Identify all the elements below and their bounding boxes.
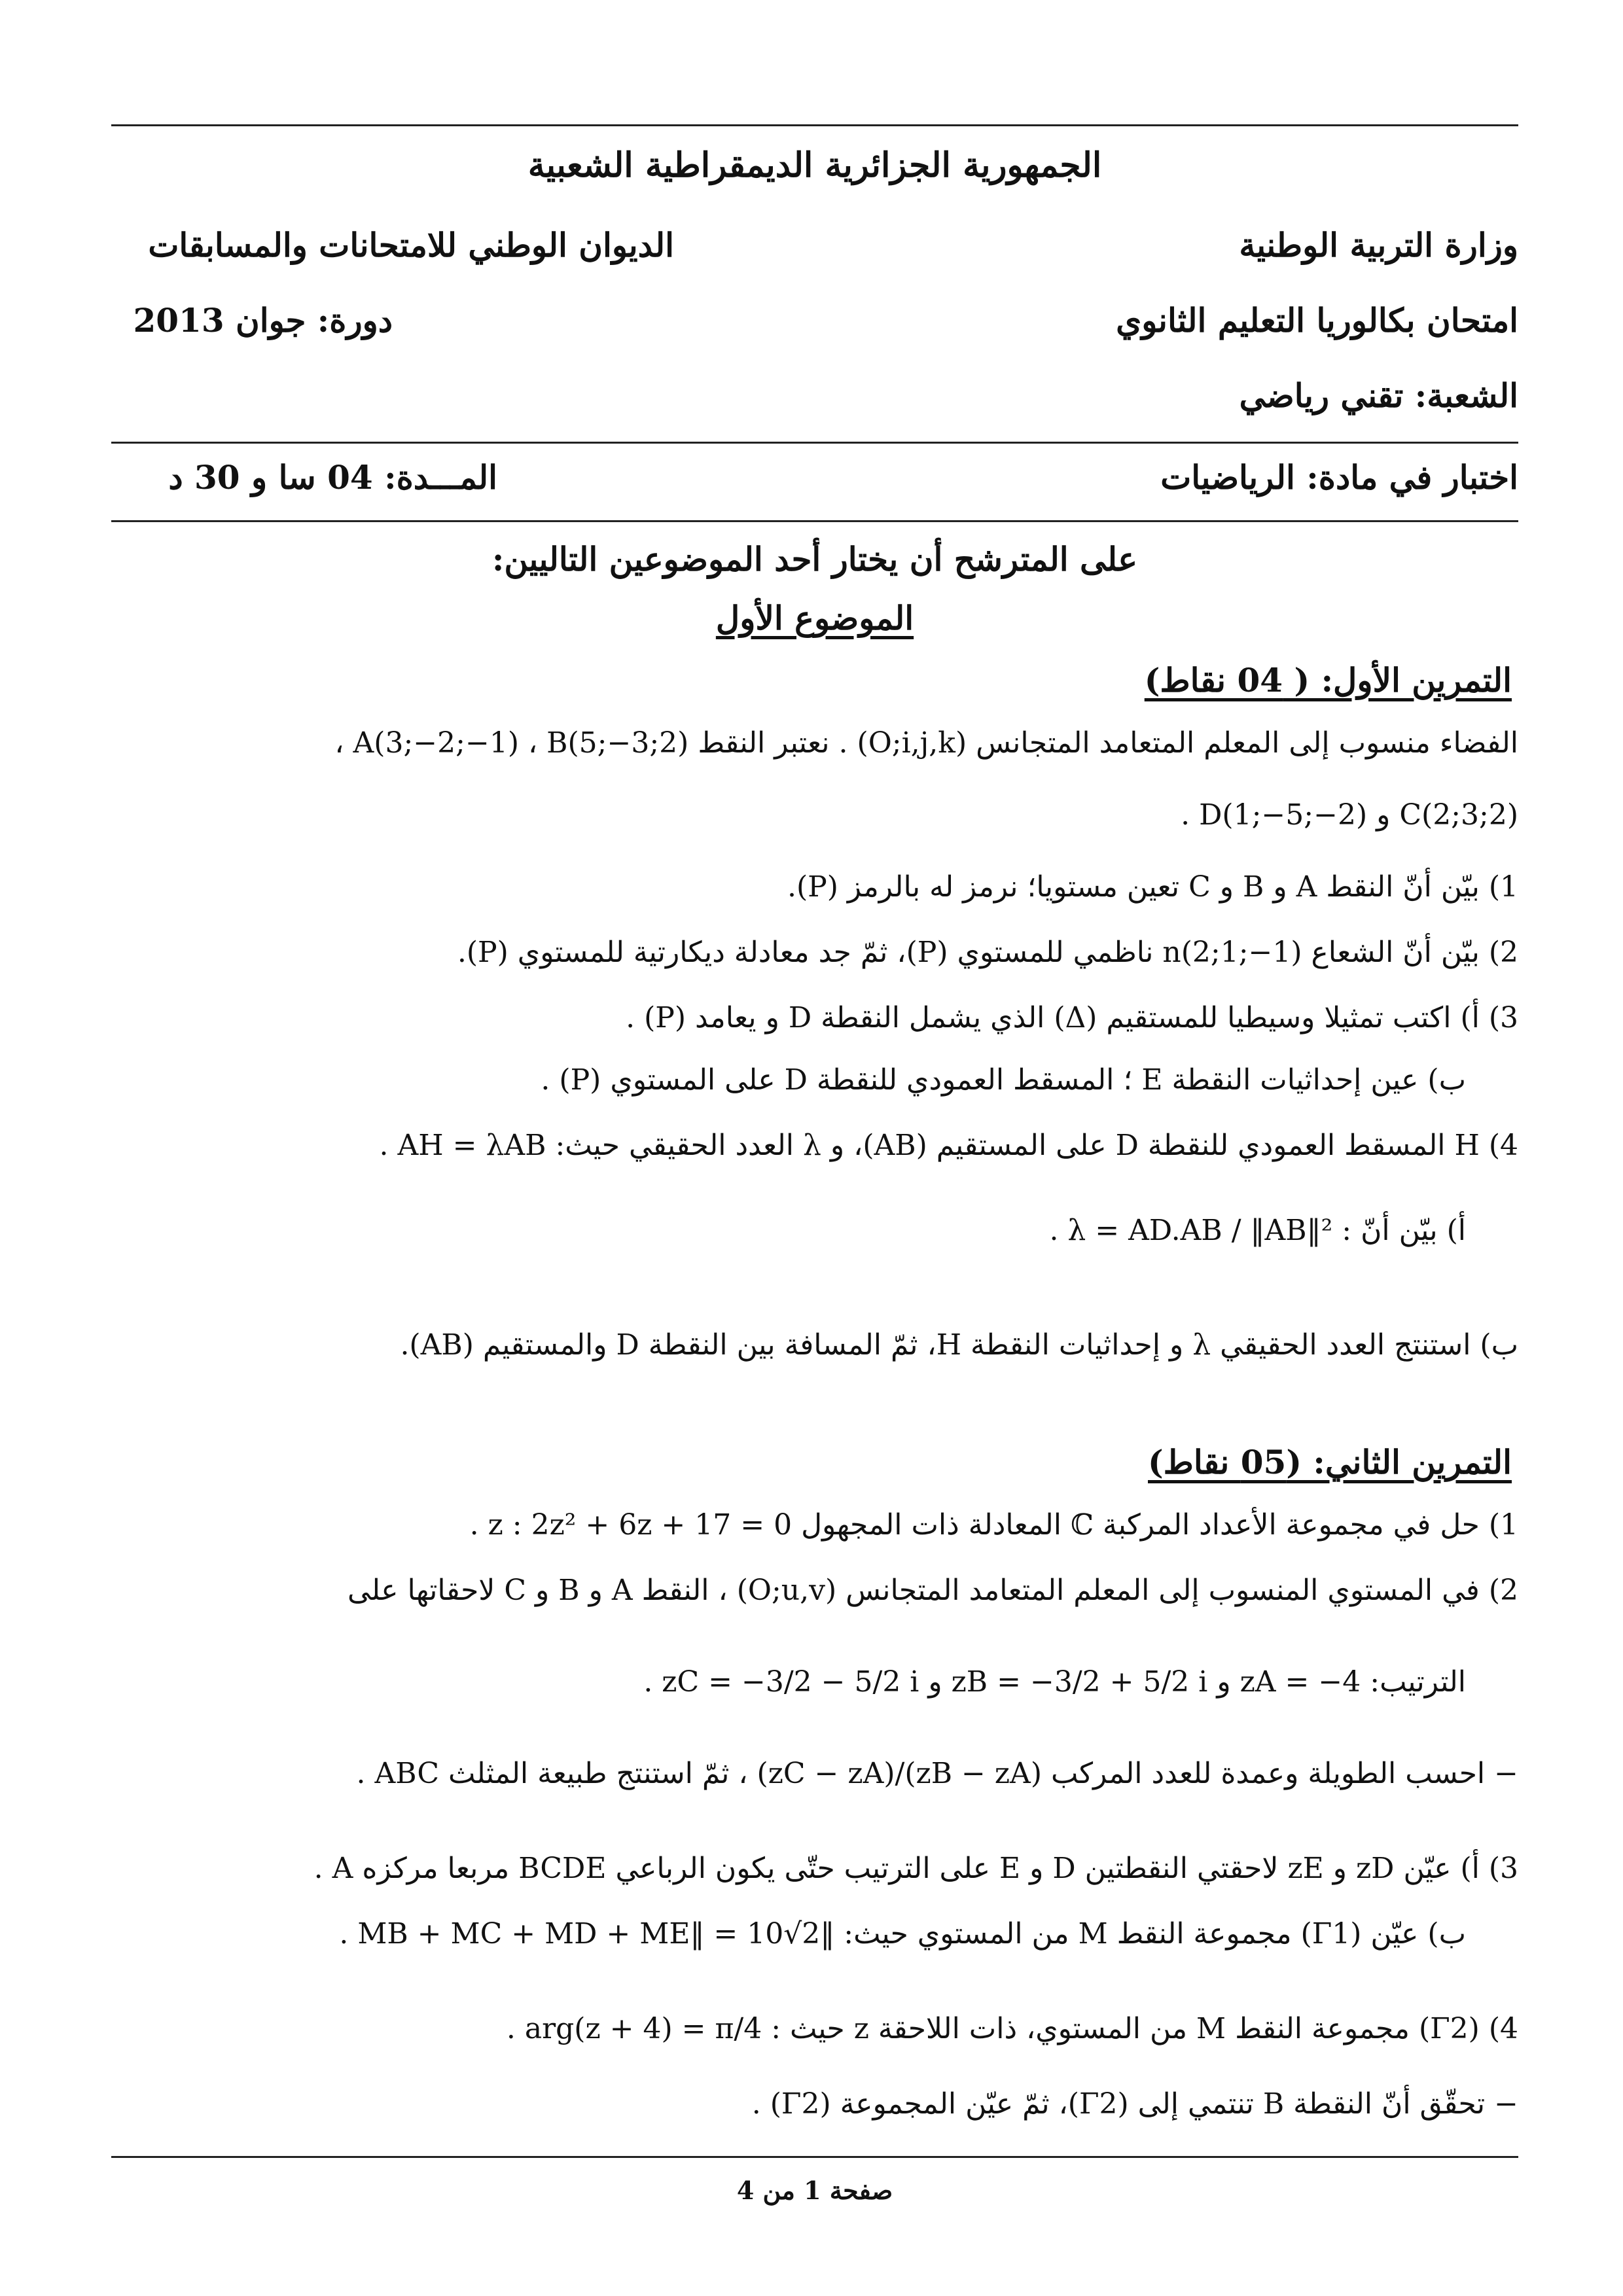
branch-label: الشعبة: تقني رياضي bbox=[1239, 376, 1518, 415]
ex1-line-4: 2) بيّن أنّ الشعاع n(2;1;−1) ناظمي للمستوي (P)، ثمّ جد معادلة ديكارتية للمستوي (P). bbox=[457, 936, 1518, 969]
ministry-label: وزارة التربية الوطنية bbox=[1239, 226, 1518, 264]
ex2-line-3: الترتيب: zA = −4 و zB = −3/2 + 5/2 i و zC = −3/2 − 5/2 i . bbox=[643, 1665, 1466, 1699]
exercise-2-title: التمرين الثاني: (05 نقاط) bbox=[1148, 1443, 1512, 1481]
ex1-line-2: C(2;3;2) و D(1;−5;−2) . bbox=[1181, 798, 1518, 832]
exam-label: امتحان بكالوريا التعليم الثانوي bbox=[1116, 301, 1518, 340]
duration-label: المـــدة: 04 سا و 30 د bbox=[168, 458, 497, 497]
ex2-line-6: ب) عيّن (Γ1) مجموعة النقط M من المستوي حيث: ‖MB + MC + MD + ME‖ = 10√2 . bbox=[339, 1917, 1466, 1951]
top-rule bbox=[111, 124, 1518, 126]
header-rule-2 bbox=[111, 520, 1518, 522]
footer-rule bbox=[111, 2156, 1518, 2158]
ex1-line-8: أ) بيّن أنّ : λ = AD.AB / ‖AB‖² . bbox=[1049, 1214, 1466, 1247]
header-rule-1 bbox=[111, 442, 1518, 444]
ex1-line-6: ب) عين إحداثيات النقطة E ؛ المسقط العمودي للنقطة D على المستوي (P) . bbox=[541, 1063, 1466, 1097]
ex1-line-1: الفضاء منسوب إلى المعلم المتعامد المتجانس (O;i,j,k) . نعتبر النقط A(3;−2;−1) ، B(5;−3;2) ، bbox=[334, 726, 1518, 760]
exercise-1-title: التمرين الأول: ( 04 نقاط) bbox=[1144, 661, 1512, 699]
topic-title: الموضوع الأول bbox=[715, 599, 914, 637]
session-label: دورة: جوان 2013 bbox=[133, 301, 393, 340]
office-label: الديوان الوطني للامتحانات والمسابقات bbox=[148, 226, 674, 264]
ex2-line-4: − احسب الطويلة وعمدة للعدد المركب (zB − zA)/(zC − zA) ، ثمّ استنتج طبيعة المثلث ABC . bbox=[356, 1757, 1518, 1790]
ex1-line-7: 4) H المسقط العمودي للنقطة D على المستقيم (AB)، و λ العدد الحقيقي حيث: AH = λAB . bbox=[379, 1129, 1518, 1162]
ex1-line-5: 3) أ) اكتب تمثيلا وسيطيا للمستقيم (Δ) الذي يشمل النقطة D و يعامد (P) . bbox=[626, 1001, 1518, 1034]
ex1-line-3: 1) بيّن أنّ النقط A و B و C تعين مستويا؛ نرمز له بالرمز (P). bbox=[787, 870, 1518, 904]
republic-title: الجمهورية الجزائرية الديمقراطية الشعبية bbox=[527, 145, 1102, 185]
instructions: على المترشح أن يختار أحد الموضوعين التاليين: bbox=[491, 540, 1138, 578]
subject-label: اختبار في مادة: الرياضيات bbox=[1160, 458, 1518, 497]
ex2-line-1: 1) حل في مجموعة الأعداد المركبة ℂ المعادلة ذات المجهول z : 2z² + 6z + 17 = 0 . bbox=[469, 1508, 1518, 1542]
ex2-line-8: − تحقّق أنّ النقطة B تنتمي إلى (Γ2)، ثمّ عيّن المجموعة (Γ2) . bbox=[751, 2087, 1518, 2121]
ex2-line-5: 3) أ) عيّن zD و zE لاحقتي النقطتين D و E على الترتيب حتّى يكون الرباعي BCDE مربعا مركزه A . bbox=[313, 1852, 1518, 1885]
ex2-line-7: 4) (Γ2) مجموعة النقط M من المستوي، ذات اللاحقة z حيث : arg(z + 4) = π/4 . bbox=[506, 2012, 1518, 2045]
ex2-line-2: 2) في المستوي المنسوب إلى المعلم المتعامد المتجانس (O;u,v) ، النقط A و B و C لاحقاتها على bbox=[347, 1574, 1518, 1607]
ex1-line-9: ب) استنتج العدد الحقيقي λ و إحداثيات النقطة H، ثمّ المسافة بين النقطة D والمستقيم (AB). bbox=[400, 1328, 1518, 1362]
page-number: صفحة 1 من 4 bbox=[736, 2176, 893, 2205]
